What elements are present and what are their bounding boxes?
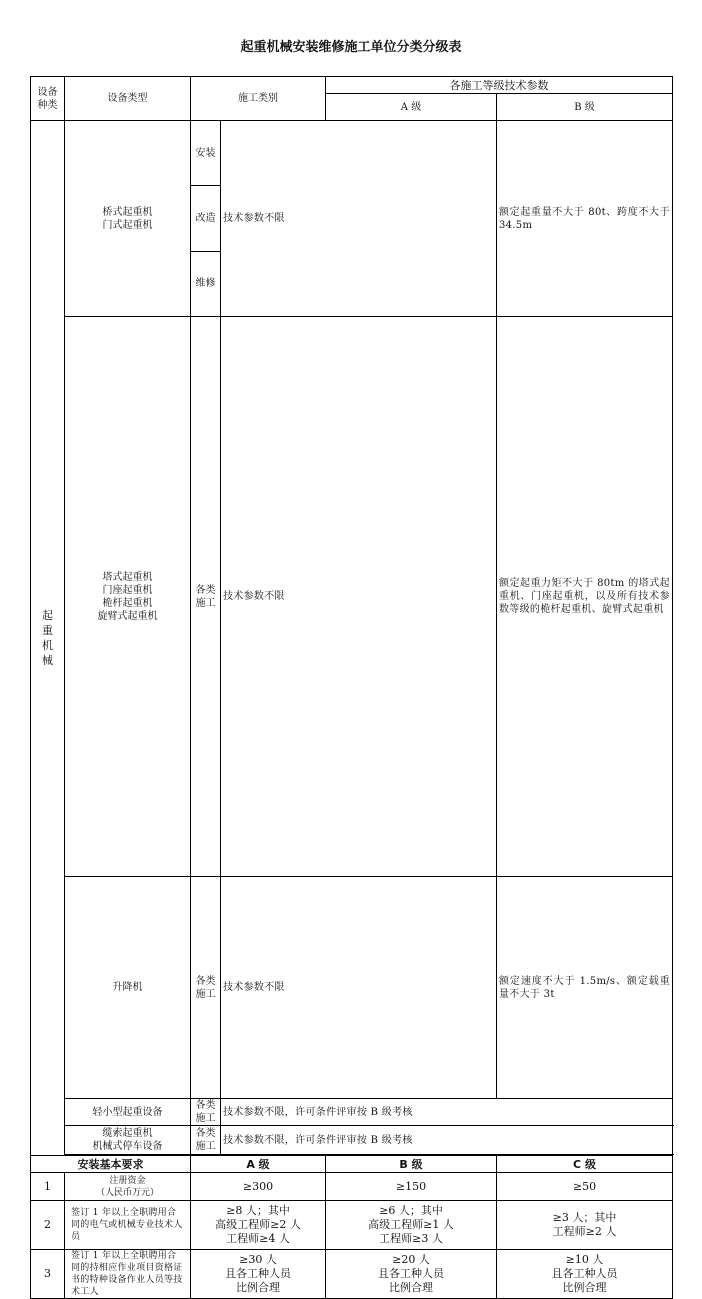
req-label: 签订 1 年以上全职聘用合同的电气或机械专业技术人员 bbox=[65, 1201, 191, 1250]
cable-work: 各类施工 bbox=[191, 1126, 221, 1155]
light-type: 轻小型起重设备 bbox=[65, 1099, 191, 1126]
req-title: 安装基本要求 bbox=[31, 1156, 191, 1173]
req-no: 2 bbox=[31, 1201, 65, 1250]
light-grade-all: 技术参数不限，许可条件评审按 B 级考核 bbox=[221, 1099, 673, 1126]
header-type: 设备类型 bbox=[65, 77, 191, 121]
bridge-grade-b: 额定起重量不大于 80t、跨度不大于 34.5m bbox=[497, 121, 673, 317]
req-grade-b: B 级 bbox=[326, 1156, 497, 1173]
tower-work: 各类施工 bbox=[191, 317, 221, 877]
req-label: 注册资金 （人民币万元） bbox=[65, 1173, 191, 1201]
tower-grade-b: 额定起重力矩不大于 80tm 的塔式起重机、门座起重机，以及所有技术参数等级的桅杆起重机、旋臂式起重机 bbox=[497, 317, 673, 877]
lift-type: 升降机 bbox=[65, 877, 191, 1099]
cable-grade-all: 技术参数不限，许可条件评审按 B 级考核 bbox=[221, 1126, 673, 1155]
tower-grade-a: 技术参数不限 bbox=[221, 317, 497, 877]
classification-table bbox=[30, 76, 673, 1299]
header-grade-a: A 级 bbox=[326, 94, 497, 121]
req-no: 3 bbox=[31, 1250, 65, 1299]
header-work: 施工类别 bbox=[191, 77, 326, 121]
req-value-b: ≥6 人；其中 高级工程师≥1 人 工程师≥3 人 bbox=[326, 1201, 497, 1250]
lift-grade-b: 额定速度不大于 1.5m/s、额定载重量不大于 3t bbox=[497, 877, 673, 1099]
bridge-grade-a: 技术参数不限 bbox=[221, 121, 497, 317]
bridge-work-modify: 改造 bbox=[191, 186, 221, 251]
req-value-c: ≥3 人；其中 工程师≥2 人 bbox=[497, 1201, 673, 1250]
cable-type: 缆索起重机 机械式停车设备 bbox=[65, 1126, 191, 1155]
req-grade-c: C 级 bbox=[497, 1156, 673, 1173]
lift-work: 各类施工 bbox=[191, 877, 221, 1099]
header-category: 设备种类 bbox=[31, 77, 65, 121]
req-label: 签订 1 年以上全职聘用合同的持相应作业项目资格证书的特种设备作业人员等技术工人 bbox=[65, 1250, 191, 1299]
req-value-c: ≥50 bbox=[497, 1173, 673, 1201]
req-grade-a: A 级 bbox=[191, 1156, 326, 1173]
category-cell: 起重机械 bbox=[31, 121, 65, 1156]
bridge-type: 桥式起重机 门式起重机 bbox=[65, 121, 191, 317]
req-value-a: ≥8 人；其中 高级工程师≥2 人 工程师≥4 人 bbox=[191, 1201, 326, 1250]
bridge-work-install: 安装 bbox=[191, 121, 221, 186]
page-title: 起重机械安装维修施工单位分类分级表 bbox=[240, 40, 462, 55]
req-no: 1 bbox=[31, 1173, 65, 1201]
req-value-a: ≥30 人 且各工种人员 比例合理 bbox=[191, 1250, 326, 1299]
req-value-b: ≥20 人 且各工种人员 比例合理 bbox=[326, 1250, 497, 1299]
req-value-c: ≥10 人 且各工种人员 比例合理 bbox=[497, 1250, 673, 1299]
bridge-work-repair: 维修 bbox=[191, 251, 221, 316]
header-params: 各施工等级技术参数 bbox=[326, 77, 673, 94]
light-work: 各类施工 bbox=[191, 1099, 221, 1126]
tower-type: 塔式起重机 门座起重机 桅杆起重机 旋臂式起重机 bbox=[65, 317, 191, 877]
lift-grade-a: 技术参数不限 bbox=[221, 877, 497, 1099]
req-value-b: ≥150 bbox=[326, 1173, 497, 1201]
req-value-a: ≥300 bbox=[191, 1173, 326, 1201]
header-grade-b: B 级 bbox=[497, 94, 673, 121]
